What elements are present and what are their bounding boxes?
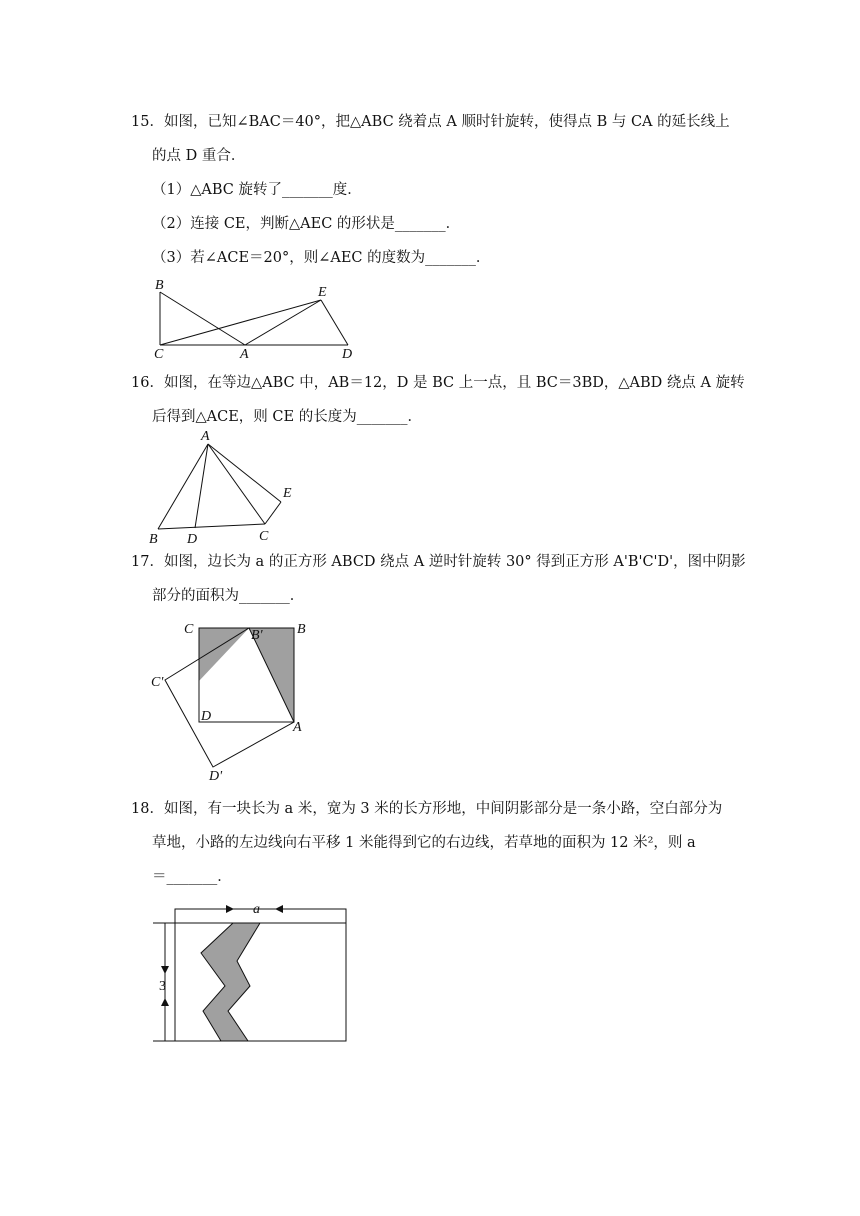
- q17-label-C-prime: C': [151, 675, 164, 690]
- q17-text-line-1: 17．如图，边长为 a 的正方形 ABCD 绕点 A 逆时针旋转 30° 得到正方形 A'B'C'D'，图中阴影: [131, 554, 746, 570]
- q15-label-D: D: [342, 347, 353, 362]
- q15-text-line-2: 的点 D 重合．: [152, 148, 246, 164]
- q15-text-line-1: 15．如图，已知∠BAC＝40°，把△ABC 绕着点 A 顺时针旋转，使得点 B 与 CA 的延长线上: [131, 114, 730, 130]
- q17-figure: [145, 615, 325, 785]
- q16-label-D: D: [187, 532, 198, 547]
- q15-label-A: A: [240, 347, 249, 362]
- q16-figure: [140, 425, 310, 547]
- q18-text-line-3: ＝_______．: [152, 869, 232, 885]
- q15-figure: [145, 272, 365, 364]
- q16-text-line-2: 后得到△ACE，则 CE 的长度为_______．: [152, 409, 422, 425]
- q18-shaded-path: [201, 923, 260, 1041]
- q15-label-E: E: [318, 285, 327, 300]
- q18-label-3: 3: [159, 979, 166, 994]
- q18-figure: [145, 893, 355, 1048]
- q15-sub-question-3: （3）若∠ACE＝20°，则∠AEC 的度数为_______．: [152, 250, 491, 266]
- q18-text-line-2: 草地，小路的左边线向右平移 1 米能得到它的右边线，若草地的面积为 12 米²，则 a: [152, 835, 696, 851]
- q15-sub-question-2: （2）连接 CE，判断△AEC 的形状是_______．: [152, 216, 461, 232]
- q18-label-a: a: [253, 902, 260, 917]
- q17-label-A: A: [293, 720, 302, 735]
- q16-label-A: A: [201, 429, 210, 444]
- q17-label-B-prime: B': [251, 628, 263, 643]
- q17-label-D: D: [201, 709, 212, 724]
- q15-label-B: B: [155, 278, 164, 293]
- q17-label-C: C: [184, 622, 194, 637]
- q16-label-C: C: [259, 529, 269, 544]
- q18-text-line-1: 18．如图，有一块长为 a 米，宽为 3 米的长方形地，中间阴影部分是一条小路，空白部分为: [131, 801, 723, 817]
- q15-sub-question-1: （1）△ABC 旋转了_______度．: [152, 182, 362, 198]
- q16-label-E: E: [283, 486, 292, 501]
- q17-label-B: B: [297, 622, 306, 637]
- q17-label-D-prime: D': [209, 769, 223, 784]
- q16-text-line-1: 16．如图，在等边△ABC 中，AB＝12，D 是 BC 上一点，且 BC＝3BD，△ABD 绕点 A 旋转: [131, 375, 745, 391]
- q16-label-B: B: [149, 532, 158, 547]
- q17-text-line-2: 部分的面积为_______．: [152, 588, 305, 604]
- q15-label-C: C: [154, 347, 164, 362]
